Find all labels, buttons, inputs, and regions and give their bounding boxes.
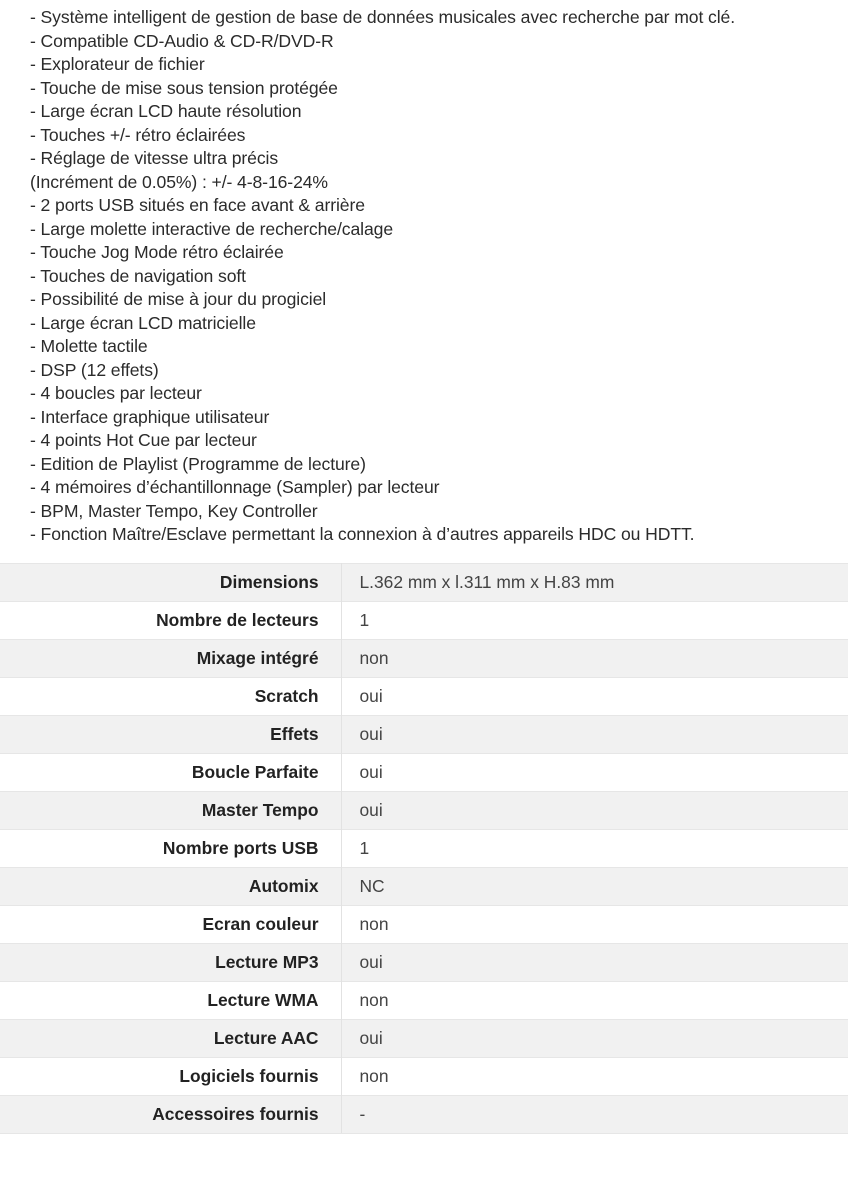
spec-value: non: [341, 1058, 848, 1096]
spec-value: oui: [341, 716, 848, 754]
feature-item: - 4 mémoires d’échantillonnage (Sampler) par lecteur: [30, 477, 440, 497]
feature-item: - Système intelligent de gestion de base de données musicales avec recherche par mot clé.: [30, 7, 736, 27]
feature-item: - Edition de Playlist (Programme de lecture): [30, 453, 366, 474]
feature-item: - Fonction Maître/Esclave permettant la connexion à d’autres appareils HDC ou HDTT.: [30, 524, 695, 544]
spec-row: [0, 716, 848, 754]
spec-label: Automix: [0, 868, 341, 906]
spec-label: Effets: [0, 716, 341, 754]
feature-item: - Touche de mise sous tension protégée: [30, 77, 338, 98]
spec-row: [0, 564, 848, 602]
feature-item: - Explorateur de fichier: [30, 54, 205, 74]
spec-value: non: [341, 982, 848, 1020]
spec-label: Ecran couleur: [0, 906, 341, 944]
spec-row: [0, 830, 848, 868]
feature-item: - Large écran LCD matricielle: [30, 312, 256, 333]
spec-row: [0, 944, 848, 982]
spec-row: [0, 678, 848, 716]
spec-value: non: [341, 906, 848, 944]
spec-row: [0, 640, 848, 678]
spec-row: [0, 1058, 848, 1096]
feature-item: - DSP (12 effets): [30, 359, 159, 380]
spec-value: 1: [341, 602, 848, 640]
feature-item: - 4 points Hot Cue par lecteur: [30, 430, 257, 450]
spec-label: Scratch: [0, 678, 341, 716]
feature-item: - Large molette interactive de recherche/calage: [30, 218, 394, 239]
spec-label: Master Tempo: [0, 792, 341, 830]
feature-list: [0, 0, 848, 547]
spec-row: [0, 1020, 848, 1058]
spec-label: Dimensions: [0, 564, 341, 602]
spec-label: Nombre ports USB: [0, 830, 341, 868]
spec-row: [0, 982, 848, 1020]
spec-value: oui: [341, 944, 848, 982]
feature-item: - Touche Jog Mode rétro éclairée: [30, 242, 284, 262]
spec-value: non: [341, 640, 848, 678]
feature-item: - Molette tactile: [30, 336, 148, 356]
spec-label: Logiciels fournis: [0, 1058, 341, 1096]
spec-row: [0, 868, 848, 906]
spec-value: NC: [341, 868, 848, 906]
feature-item: - BPM, Master Tempo, Key Controller: [30, 500, 318, 521]
spec-value: oui: [341, 1020, 848, 1058]
feature-item: - 4 boucles par lecteur: [30, 383, 202, 403]
feature-item: - Possibilité de mise à jour du progiciel: [30, 289, 327, 309]
spec-row: [0, 754, 848, 792]
spec-label: Lecture MP3: [0, 944, 341, 982]
feature-item: (Incrément de 0.05%) : +/- 4-8-16-24%: [30, 171, 328, 192]
feature-item: - Touches +/- rétro éclairées: [30, 124, 246, 145]
spec-label: Mixage intégré: [0, 640, 341, 678]
spec-value: oui: [341, 792, 848, 830]
feature-item: - Large écran LCD haute résolution: [30, 101, 302, 121]
spec-row: [0, 906, 848, 944]
spec-value: 1: [341, 830, 848, 868]
spec-row: [0, 1096, 848, 1134]
spec-row: [0, 792, 848, 830]
spec-label: Accessoires fournis: [0, 1096, 341, 1134]
spec-row: [0, 602, 848, 640]
feature-item: - Compatible CD-Audio & CD-R/DVD-R: [30, 30, 334, 51]
spec-value: L.362 mm x l.311 mm x H.83 mm: [341, 564, 848, 602]
feature-item: - 2 ports USB situés en face avant & arrière: [30, 195, 365, 215]
spec-value: -: [341, 1096, 848, 1134]
spec-label: Lecture WMA: [0, 982, 341, 1020]
spec-label: Boucle Parfaite: [0, 754, 341, 792]
spec-value: oui: [341, 678, 848, 716]
spec-value: oui: [341, 754, 848, 792]
feature-item: - Touches de navigation soft: [30, 265, 246, 286]
spec-label: Nombre de lecteurs: [0, 602, 341, 640]
spec-label: Lecture AAC: [0, 1020, 341, 1058]
spec-table: [0, 563, 848, 1134]
feature-item: - Réglage de vitesse ultra précis: [30, 148, 279, 168]
feature-item: - Interface graphique utilisateur: [30, 406, 270, 427]
